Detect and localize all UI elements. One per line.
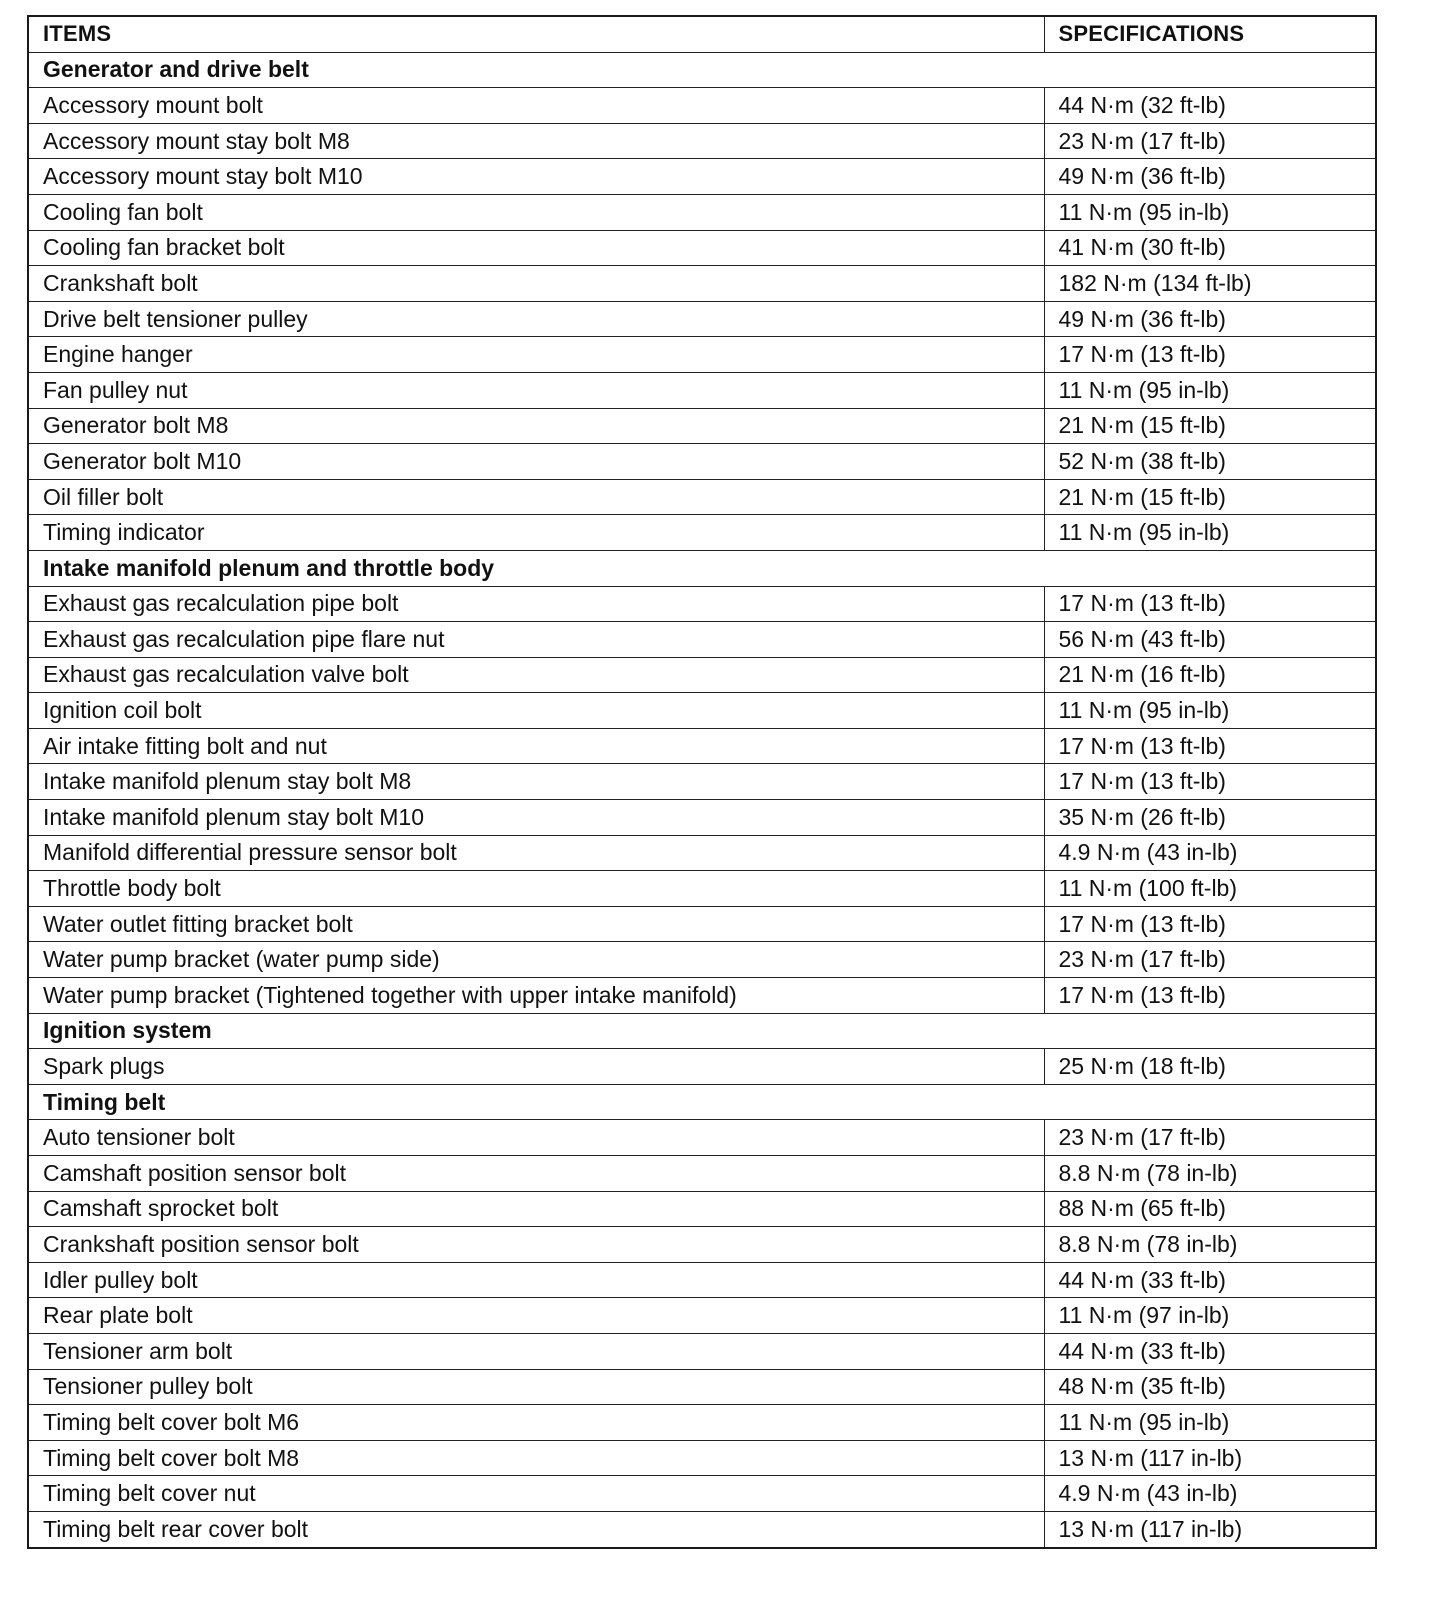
item-name: Timing belt rear cover bolt [28,1511,1044,1547]
item-spec: 11 N·m (95 in-lb) [1044,194,1376,230]
table-row [28,1405,1376,1441]
table-row [28,1120,1376,1156]
item-spec: 17 N·m (13 ft-lb) [1044,764,1376,800]
item-name: Oil filler bolt [28,479,1044,515]
item-spec: 4.9 N·m (43 in-lb) [1044,1476,1376,1512]
table-row [28,230,1376,266]
item-name: Exhaust gas recalculation pipe bolt [28,586,1044,622]
item-name: Water outlet fitting bracket bolt [28,906,1044,942]
table-row [28,978,1376,1014]
item-name: Exhaust gas recalculation valve bolt [28,657,1044,693]
item-spec: 23 N·m (17 ft-lb) [1044,1120,1376,1156]
item-spec: 182 N·m (134 ft-lb) [1044,266,1376,302]
item-name: Crankshaft bolt [28,266,1044,302]
item-spec: 48 N·m (35 ft-lb) [1044,1369,1376,1405]
section-title: Generator and drive belt [28,52,1376,88]
table-row [28,1298,1376,1334]
item-name: Accessory mount stay bolt M8 [28,123,1044,159]
table-row [28,444,1376,480]
item-spec: 21 N·m (15 ft-lb) [1044,479,1376,515]
item-name: Drive belt tensioner pulley [28,301,1044,337]
item-spec: 8.8 N·m (78 in-lb) [1044,1227,1376,1263]
item-name: Engine hanger [28,337,1044,373]
table-row [28,301,1376,337]
item-name: Exhaust gas recalculation pipe flare nut [28,622,1044,658]
table-row [28,159,1376,195]
item-spec: 17 N·m (13 ft-lb) [1044,586,1376,622]
specifications-column-header: SPECIFICATIONS [1044,16,1376,52]
item-spec: 23 N·m (17 ft-lb) [1044,942,1376,978]
item-name: Tensioner arm bolt [28,1333,1044,1369]
item-spec: 41 N·m (30 ft-lb) [1044,230,1376,266]
item-spec: 21 N·m (16 ft-lb) [1044,657,1376,693]
item-name: Water pump bracket (Tightened together with upper intake manifold) [28,978,1044,1014]
item-spec: 11 N·m (95 in-lb) [1044,372,1376,408]
item-spec: 8.8 N·m (78 in-lb) [1044,1156,1376,1192]
table-row [28,942,1376,978]
item-name: Accessory mount bolt [28,88,1044,124]
item-name: Generator bolt M8 [28,408,1044,444]
table-row [28,1369,1376,1405]
table-row [28,764,1376,800]
torque-spec-table [27,15,1377,1549]
item-name: Cooling fan bracket bolt [28,230,1044,266]
table-row [28,515,1376,551]
item-name: Idler pulley bolt [28,1262,1044,1298]
item-spec: 49 N·m (36 ft-lb) [1044,159,1376,195]
table-row [28,906,1376,942]
item-name: Ignition coil bolt [28,693,1044,729]
item-name: Auto tensioner bolt [28,1120,1044,1156]
section-row [28,1084,1376,1120]
table-row [28,372,1376,408]
item-spec: 44 N·m (32 ft-lb) [1044,88,1376,124]
item-name: Water pump bracket (water pump side) [28,942,1044,978]
item-name: Timing belt cover bolt M6 [28,1405,1044,1441]
section-row [28,550,1376,586]
item-name: Timing indicator [28,515,1044,551]
item-name: Throttle body bolt [28,871,1044,907]
item-name: Camshaft position sensor bolt [28,1156,1044,1192]
item-spec: 23 N·m (17 ft-lb) [1044,123,1376,159]
item-spec: 17 N·m (13 ft-lb) [1044,978,1376,1014]
item-spec: 11 N·m (97 in-lb) [1044,1298,1376,1334]
table-row [28,408,1376,444]
items-column-header: ITEMS [28,16,1044,52]
table-row [28,1227,1376,1263]
table-row [28,1511,1376,1547]
item-spec: 13 N·m (117 in-lb) [1044,1440,1376,1476]
table-row [28,871,1376,907]
item-spec: 88 N·m (65 ft-lb) [1044,1191,1376,1227]
table-row [28,1191,1376,1227]
table-row [28,1440,1376,1476]
item-name: Accessory mount stay bolt M10 [28,159,1044,195]
item-spec: 17 N·m (13 ft-lb) [1044,337,1376,373]
table-row [28,1333,1376,1369]
item-spec: 35 N·m (26 ft-lb) [1044,800,1376,836]
item-spec: 13 N·m (117 in-lb) [1044,1511,1376,1547]
header-row [28,16,1376,52]
item-name: Crankshaft position sensor bolt [28,1227,1044,1263]
table-row [28,657,1376,693]
table-row [28,693,1376,729]
item-spec: 11 N·m (95 in-lb) [1044,693,1376,729]
item-name: Rear plate bolt [28,1298,1044,1334]
item-spec: 17 N·m (13 ft-lb) [1044,728,1376,764]
section-title: Ignition system [28,1013,1376,1049]
section-title: Intake manifold plenum and throttle body [28,550,1376,586]
item-spec: 11 N·m (95 in-lb) [1044,1405,1376,1441]
item-name: Air intake fitting bolt and nut [28,728,1044,764]
item-spec: 44 N·m (33 ft-lb) [1044,1262,1376,1298]
table-body [28,52,1376,1547]
item-spec: 56 N·m (43 ft-lb) [1044,622,1376,658]
item-spec: 49 N·m (36 ft-lb) [1044,301,1376,337]
table-row [28,1476,1376,1512]
item-spec: 11 N·m (95 in-lb) [1044,515,1376,551]
item-name: Manifold differential pressure sensor bolt [28,835,1044,871]
item-name: Timing belt cover nut [28,1476,1044,1512]
item-name: Spark plugs [28,1049,1044,1085]
table-row [28,1262,1376,1298]
item-spec: 25 N·m (18 ft-lb) [1044,1049,1376,1085]
item-spec: 11 N·m (100 ft-lb) [1044,871,1376,907]
table-row [28,123,1376,159]
item-name: Intake manifold plenum stay bolt M8 [28,764,1044,800]
table-row [28,1156,1376,1192]
item-name: Tensioner pulley bolt [28,1369,1044,1405]
table-row [28,800,1376,836]
item-name: Intake manifold plenum stay bolt M10 [28,800,1044,836]
table-row [28,194,1376,230]
table-row [28,835,1376,871]
table-row [28,88,1376,124]
item-spec: 52 N·m (38 ft-lb) [1044,444,1376,480]
section-title: Timing belt [28,1084,1376,1120]
table-row [28,1049,1376,1085]
item-name: Camshaft sprocket bolt [28,1191,1044,1227]
section-row [28,52,1376,88]
table-row [28,728,1376,764]
item-spec: 21 N·m (15 ft-lb) [1044,408,1376,444]
section-row [28,1013,1376,1049]
item-spec: 17 N·m (13 ft-lb) [1044,906,1376,942]
item-name: Timing belt cover bolt M8 [28,1440,1044,1476]
item-name: Cooling fan bolt [28,194,1044,230]
table-row [28,586,1376,622]
item-name: Fan pulley nut [28,372,1044,408]
table-row [28,622,1376,658]
table-row [28,479,1376,515]
item-spec: 44 N·m (33 ft-lb) [1044,1333,1376,1369]
table-header [28,16,1376,52]
item-name: Generator bolt M10 [28,444,1044,480]
table-row [28,337,1376,373]
item-spec: 4.9 N·m (43 in-lb) [1044,835,1376,871]
table-row [28,266,1376,302]
